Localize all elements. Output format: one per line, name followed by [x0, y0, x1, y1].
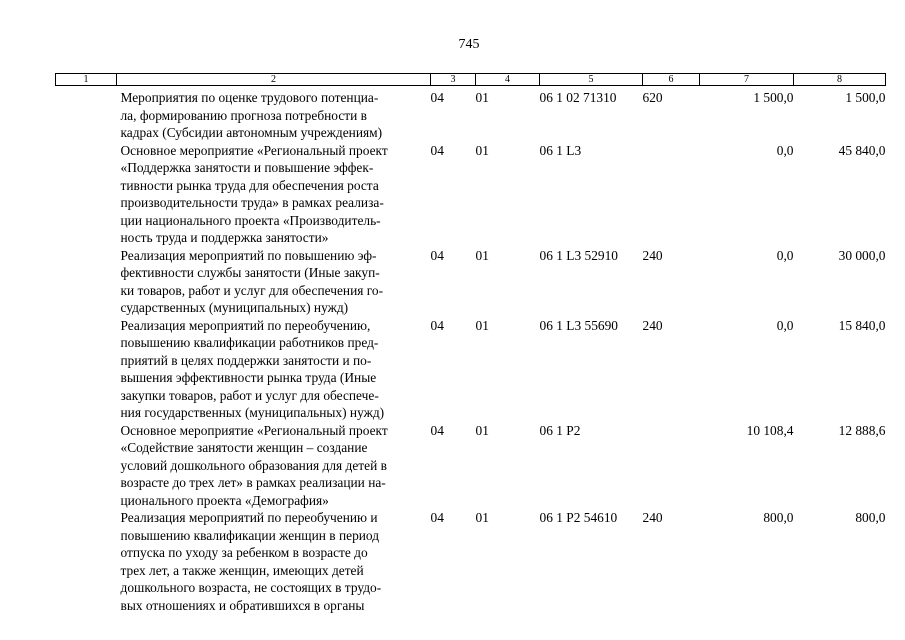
row-number-cell: [56, 86, 117, 142]
expense-type-code: [643, 422, 700, 510]
column-number: 5: [540, 74, 643, 86]
expense-type-code: [643, 142, 700, 247]
expense-type-code: 240: [642, 317, 663, 333]
subsection-code: 01: [475, 510, 489, 525]
section-code: 04: [430, 90, 444, 105]
expense-type-code: 620: [642, 90, 663, 105]
row-number-cell: [56, 422, 117, 510]
table-row: [56, 86, 886, 142]
amount-col7: 0,0: [776, 247, 794, 263]
subsection-code: 01: [475, 142, 489, 158]
expense-type-code: 240: [642, 247, 663, 263]
row-number-cell: [56, 247, 117, 317]
row-number-cell: [56, 317, 117, 422]
expense-name: Реализация мероприятий по повышению эф- фективности службы занятости (Иные закуп- ки товаров, работ и услуг для обеспечения го- сударственных (муниципальных) нужд): [120, 247, 384, 315]
amount-col7: 0,0: [776, 317, 794, 333]
column-number: 3: [431, 74, 476, 86]
row-number-cell: [56, 509, 117, 614]
amount-col8: 1 500,0: [845, 90, 886, 105]
expense-name: Основное мероприятие «Региональный проект «Поддержка занятости и повышение эффек- тивности рынка труда для обеспечения роста производительности труда» в рамках реализа- ции национального проекта «Производитель- ность труда и поддержка занятости»: [120, 142, 388, 245]
target-article-code: 06 1 L3 55690: [539, 317, 618, 333]
amount-col7: 1 500,0: [753, 90, 794, 105]
amount-col8: 12 888,6: [838, 422, 886, 438]
amount-col7: 10 108,4: [746, 422, 794, 438]
amount-col7: 800,0: [763, 510, 794, 525]
table-row: [56, 422, 886, 510]
subsection-code: 01: [475, 422, 489, 438]
expense-name: Мероприятия по оценке трудового потенциа- ла, формированию прогноза потребности в кадрах (Субсидии автономным учреждениям): [120, 90, 383, 140]
expense-name: Реализация мероприятий по переобучению и повышению квалификации женщин в период отпуска по уходу за ребенком в возрасте до трех лет, а также женщин, имеющих детей дошкольного возраста, не состоящих в трудо- вых отношениях и обратившихся в органы: [120, 510, 382, 613]
table-row: [56, 509, 886, 614]
column-number: 2: [117, 74, 431, 86]
target-article-code: 06 1 L3 52910: [539, 247, 618, 263]
expense-name: Основное мероприятие «Региональный проект «Содействие занятости женщин – создание условий дошкольного образования для детей в возрасте до трех лет» в рамках реализации на- ционального проекта «Демография»: [120, 422, 388, 508]
section-code: 04: [430, 142, 444, 158]
column-number-header-row: [56, 74, 886, 86]
column-number: 6: [643, 74, 700, 86]
subsection-code: 01: [475, 247, 489, 263]
budget-table: [55, 73, 886, 614]
amount-col8: 15 840,0: [838, 317, 886, 333]
table-row: [56, 142, 886, 247]
target-article-code: 06 1 P2 54610: [539, 510, 618, 525]
column-number: 8: [794, 74, 886, 86]
subsection-code: 01: [475, 317, 489, 333]
column-number: 4: [476, 74, 540, 86]
target-article-code: 06 1 02 71310: [539, 90, 617, 105]
section-code: 04: [430, 317, 444, 333]
column-number: 1: [56, 74, 117, 86]
target-article-code: 06 1 L3: [539, 142, 582, 158]
row-number-cell: [56, 142, 117, 247]
amount-col8: 800,0: [855, 510, 886, 525]
column-number: 7: [700, 74, 794, 86]
table-row: [56, 247, 886, 317]
amount-col8: 30 000,0: [838, 247, 886, 263]
amount-col8: 45 840,0: [838, 142, 886, 158]
table-row: [56, 317, 886, 422]
page-number: 745: [458, 37, 480, 52]
target-article-code: 06 1 P2: [539, 422, 581, 438]
expense-type-code: 240: [642, 510, 663, 525]
subsection-code: 01: [475, 90, 489, 105]
section-code: 04: [430, 510, 444, 525]
section-code: 04: [430, 422, 444, 438]
amount-col7: 0,0: [776, 142, 794, 158]
expense-name: Реализация мероприятий по переобучению, повышению квалификации работников пред- приятий в целях поддержки занятости и по- вышения эффективности рынка труда (Иные закупки товаров, работ и услуг для обеспече- ния государственных (муниципальных) нужд): [120, 317, 385, 420]
section-code: 04: [430, 247, 444, 263]
